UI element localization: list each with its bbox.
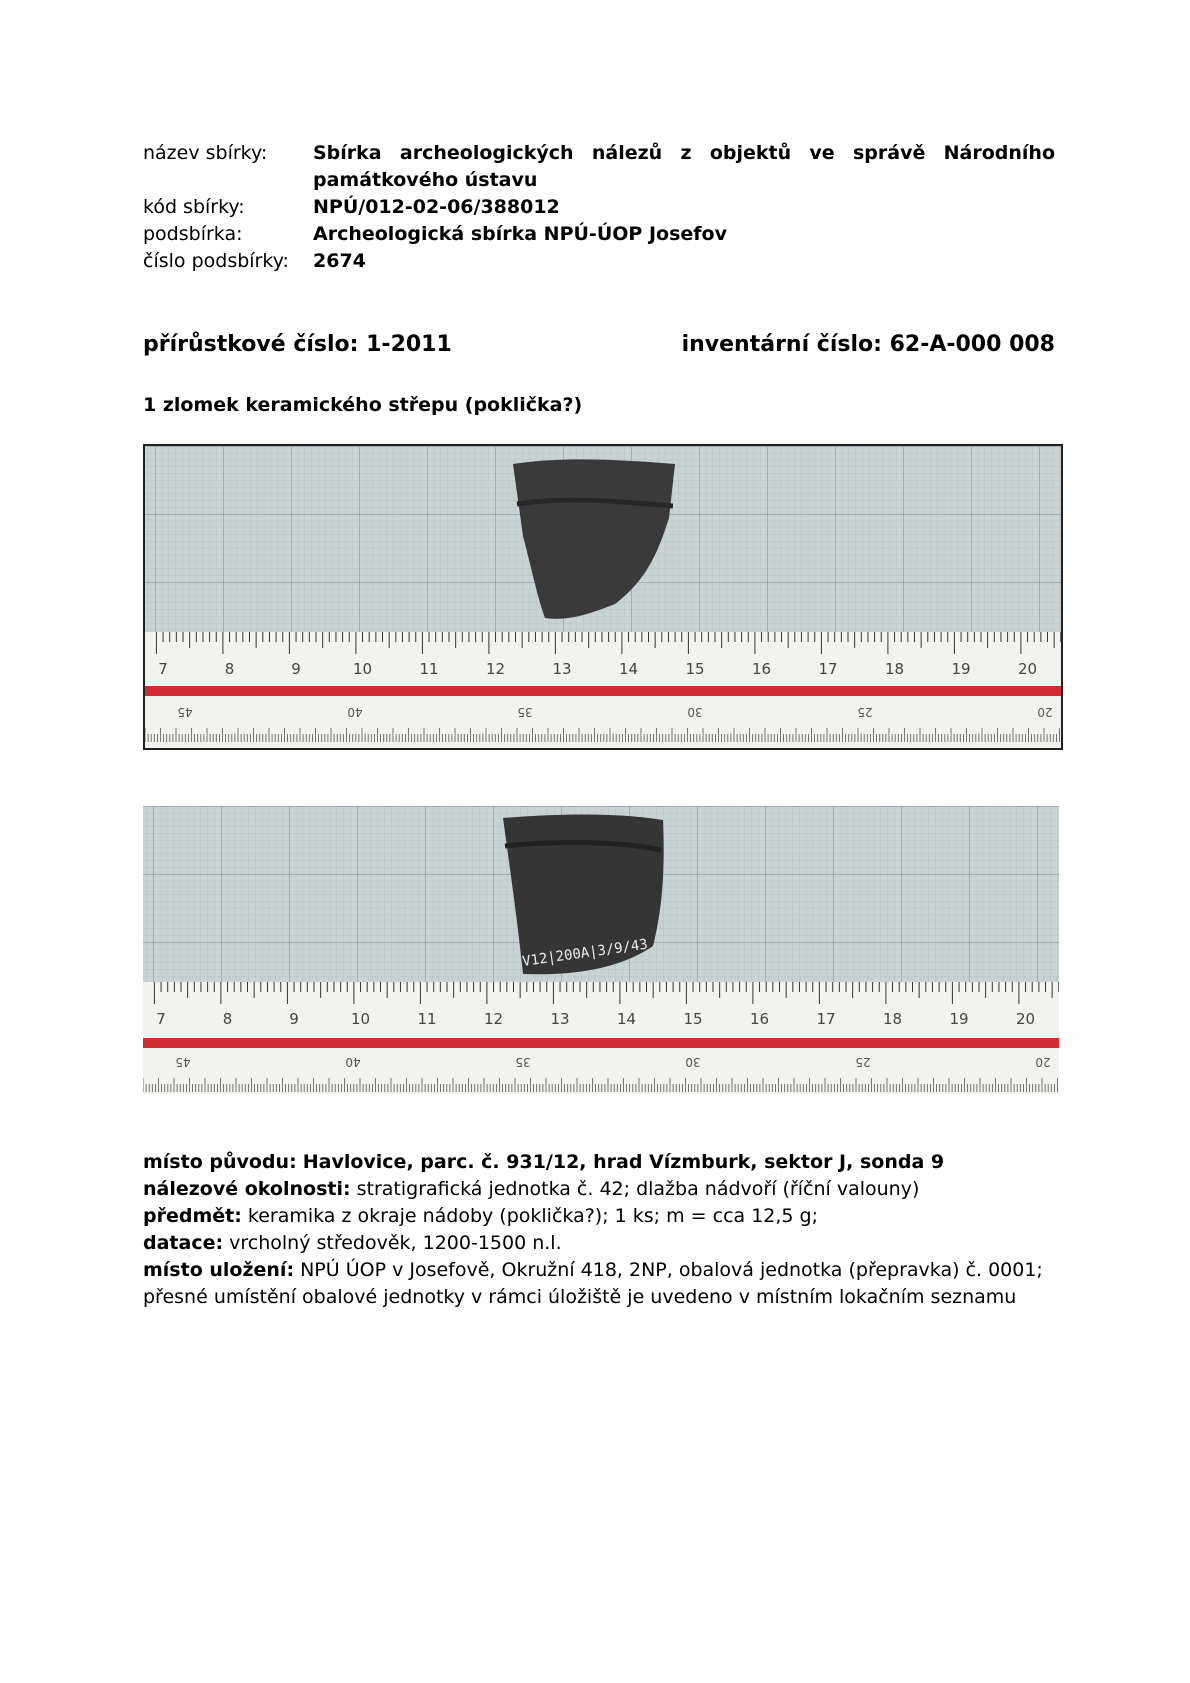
dating-value: vrcholný středověk, 1200-1500 n.l. [229,1232,562,1254]
ruler-lower-number: 40 [347,705,363,719]
ruler-number: 16 [751,660,772,678]
ruler-number: 9 [291,660,301,678]
ruler-number: 12 [483,1010,504,1028]
collection-metadata [143,140,1055,275]
subcollection-number-label: číslo podsbírky: [143,250,289,272]
object-title: 1 zlomek keramického střepu (poklička?) [143,394,583,416]
ruler-number: 16 [749,1010,770,1028]
finding-line [143,1176,1073,1203]
ruler-lower-number: 25 [855,1055,871,1069]
ruler-lower-number: 35 [517,705,533,719]
ruler-number: 7 [156,1010,166,1028]
finding-label: nálezové okolnosti: [143,1178,351,1200]
storage-label: místo uložení: [143,1259,295,1281]
ruler-lower-number: 40 [345,1055,361,1069]
photo-bottom-drawing [143,806,1059,1094]
ruler-lower-number: 30 [687,705,703,719]
ruler-number: 14 [618,660,639,678]
object-photo-top [143,444,1063,750]
ruler-lower-number: 25 [857,705,873,719]
ruler-number: 15 [683,1010,703,1028]
ruler-number: 11 [417,1010,437,1028]
collection-code-row [143,194,1055,221]
ruler-number: 13 [552,660,572,678]
ruler-number: 10 [350,1010,371,1028]
collection-name-row [143,140,1055,194]
subcollection-row [143,221,1055,248]
ruler-number: 11 [419,660,439,678]
ruler-number: 10 [352,660,373,678]
ruler-red-stripe [143,1038,1059,1048]
collection-code-value: NPÚ/012-02-06/388012 [313,196,560,218]
ruler-lower-number: 30 [685,1055,701,1069]
accession-number: přírůstkové číslo: 1-2011 [143,332,452,357]
ruler-number: 19 [949,1010,969,1028]
ruler-number: 8 [222,1010,233,1028]
origin-line [143,1149,1073,1176]
ruler-lower-number: 45 [175,1055,191,1069]
ruler-number: 18 [882,1010,903,1028]
origin-label: místo původu: [143,1151,297,1173]
subcollection-number-value: 2674 [313,250,366,272]
ruler-lower-number: 20 [1037,705,1053,719]
object-photo-bottom [143,806,1059,1094]
origin-value: Havlovice, parc. č. 931/12, hrad Vízmburk, sektor J, sonda 9 [302,1151,945,1173]
ruler-number: 20 [1017,660,1038,678]
subcollection-number-row [143,248,1055,275]
ruler [143,982,1059,1094]
ruler-number: 17 [818,660,838,678]
ruler-number: 18 [884,660,905,678]
photo-top-drawing [145,446,1061,748]
subcollection-value: Archeologická sbírka NPÚ-ÚOP Josefov [313,223,727,245]
ruler-number: 9 [289,1010,299,1028]
ruler-red-stripe [145,686,1061,696]
subject-value: keramika z okraje nádoby (poklička?); 1 ks; m = cca 12,5 g; [247,1205,819,1227]
ruler-number: 7 [158,660,168,678]
dating-label: datace: [143,1232,224,1254]
ruler-lower-number: 20 [1035,1055,1051,1069]
collection-code-label: kód sbírky: [143,196,245,218]
subject-label: předmět: [143,1205,242,1227]
sherd-inscription: V12|200A|3/9/43 [521,936,649,970]
inventory-number: inventární číslo: 62-A-000 008 [681,332,1055,357]
collection-name-value: Sbírka archeologických nálezů z objektů ve správě Národního památkového ústavu [313,142,1055,191]
ruler-number: 13 [550,1010,570,1028]
ruler-number: 19 [951,660,971,678]
dating-line [143,1230,1073,1257]
ruler-lower-number: 45 [177,705,193,719]
ruler-number: 14 [616,1010,637,1028]
subject-line [143,1203,1073,1230]
ruler-number: 17 [816,1010,836,1028]
record-numbers [143,332,1055,357]
ruler-number: 20 [1015,1010,1036,1028]
finding-value: stratigrafická jednotka č. 42; dlažba nádvoří (říční valouny) [356,1178,920,1200]
object-details [143,1149,1073,1311]
ruler-lower-number: 35 [515,1055,531,1069]
ruler-number: 12 [485,660,506,678]
storage-line [143,1257,1073,1311]
subcollection-label: podsbírka: [143,223,243,245]
collection-name-label: název sbírky: [143,142,268,164]
ruler [145,632,1061,748]
ruler-number: 15 [685,660,705,678]
ruler-number: 8 [224,660,235,678]
storage-value: NPÚ ÚOP v Josefově, Okružní 418, 2NP, obalová jednotka (přepravka) č. 0001; přesné umístění obalové jednotky v rámci úložiště je uvedeno v místním lokačním seznamu [143,1259,1043,1308]
